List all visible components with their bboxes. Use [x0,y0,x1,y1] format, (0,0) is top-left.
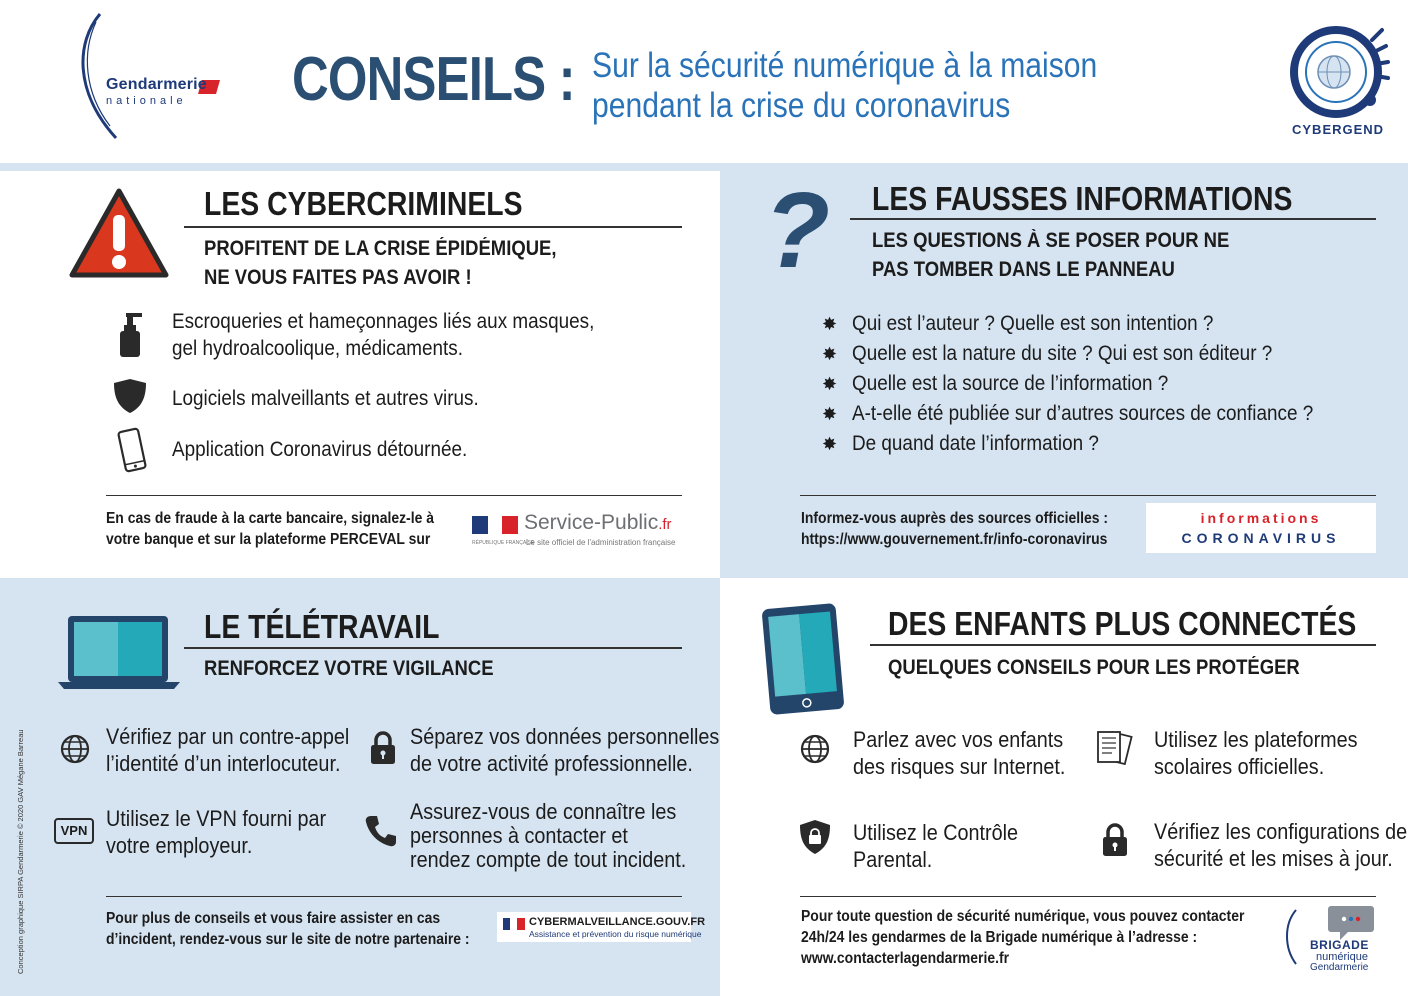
list-item: ✸ A-t-elle été publiée sur d’autres sources de confiance ? [822,399,1364,429]
tele-footer-line2: d’incident, rendez-vous sur le site de notre partenaire : [106,931,470,948]
cyber-footer-line2: votre banque et sur la plateforme PERCEVAL sur [106,531,431,548]
cyber-item-1 [172,308,594,362]
gendarmerie-logo-name: Gendarmerie [106,76,207,93]
section-teletravail [0,578,720,996]
section-subheading: RENFORCEZ VOTRE VIGILANCE [204,657,494,680]
info-coronavirus-badge[interactable] [1146,503,1376,553]
enfants-tip-2-line2: scolaires officielles. [1154,754,1325,779]
cyber-footer [106,508,434,550]
marianne-flag-icon [472,514,520,538]
tele-tip-1-line1: Vérifiez par un contre-appel [106,724,350,749]
cyber-footer-line1: En cas de fraude à la carte bancaire, signalez-le à [106,510,434,527]
cyber-item-1-line2: gel hydroalcoolique, médicaments. [172,337,464,360]
enfants-tip-4-line2: sécurité et les mises à jour. [1154,846,1393,871]
enfants-tip-4 [1154,818,1407,872]
cybermalveillance-name: CYBERMALVEILLANCE.GOUV.FR [529,916,706,928]
cyber-item-1-line1: Escroqueries et hameçonnages liés aux masques, [172,310,595,333]
subheading-line1: PROFITENT DE LA CRISE ÉPIDÉMIQUE, [204,237,557,260]
section-fausses-informations [720,171,1408,578]
enfants-tip-3-line2: Parental. [853,847,933,872]
list-item: ✸ Quelle est la source de l’information ? [822,369,1364,399]
padlock-icon [368,730,398,766]
section-subheading: QUELQUES CONSEILS POUR LES PROTÉGER [888,656,1300,679]
enfants-tip-4-line1: Vérifiez les configurations de [1154,819,1408,844]
credit-text: Conception graphique SIRPA Gendarmerie © 2020 GAV Mégane Barreau [16,729,25,974]
enfants-footer-link[interactable]: www.contacterlagendarmerie.fr [801,950,1010,967]
star-bullet-icon: ✸ [822,434,838,454]
section-cybercriminels [0,171,720,578]
section-heading: DES ENFANTS PLUS CONNECTÉS [888,605,1357,642]
tele-footer [106,908,470,950]
tele-footer-line1: Pour plus de conseils et vous faire assister en cas [106,910,441,927]
divider [184,226,682,228]
subtitle-line2: pendant la crise du coronavirus [592,86,1011,125]
service-public-name: Service-Public [524,511,659,534]
section-subheading [204,234,557,292]
enfants-tip-2-line1: Utilisez les plateformes [1154,727,1358,752]
divider [184,647,682,649]
service-public-wordmark [524,511,672,535]
tablet-icon [756,600,850,718]
warning-icon [68,187,170,279]
enfants-tip-1 [853,726,1065,780]
star-bullet-icon: ✸ [822,314,838,334]
tele-tip-2-line2: de votre activité professionnelle. [410,751,693,776]
shield-icon [112,377,148,415]
footer-divider [800,896,1376,897]
star-bullet-icon: ✸ [822,374,838,394]
documents-icon [1094,728,1136,772]
section-enfants [720,578,1408,996]
section-heading: LES FAUSSES INFORMATIONS [872,180,1293,217]
brigade-numerique-logo [1282,904,1382,974]
shield-lock-icon [798,818,832,856]
infos-footer-link[interactable]: https://www.gouvernement.fr/info-coronavirus [801,531,1108,548]
star-bullet-icon: ✸ [822,404,838,424]
section-subheading [872,226,1229,284]
tele-tip-4-line2: personnes à contacter et [410,823,628,848]
badge-top-text: informations [1200,510,1322,526]
tele-tip-4 [410,800,686,872]
questions-list [822,309,1364,459]
globe-icon [800,734,830,764]
tele-tip-4-line1: Assurez-vous de connaître les [410,799,677,824]
gendarmerie-logo-sub: nationale [106,95,187,107]
tele-tip-1-line2: l’identité d’un interlocuteur. [106,751,341,776]
question-mark-icon: ? [764,171,830,290]
header-band [0,163,1408,171]
service-public-logo[interactable] [470,505,680,553]
brigade-line2: numérique [1316,951,1368,963]
padlock-icon [1100,822,1130,858]
footer-divider [106,495,682,496]
enfants-footer-line1: Pour toute question de sécurité numérique, vous pouvez contacter [801,908,1245,925]
subheading-line2: PAS TOMBER DANS LE PANNEAU [872,258,1175,281]
star-bullet-icon: ✸ [822,344,838,364]
cybergend-logo-text: CYBERGEND [1292,122,1385,137]
brigade-line1: BRIGADE [1310,938,1369,952]
service-public-tagline: Le site officiel de l'administration française [526,538,676,547]
smartphone-icon [114,427,150,473]
tele-tip-4-line3: rendez compte de tout incident. [410,847,687,872]
tele-tip-3-line2: votre employeur. [106,833,253,858]
sanitizer-bottle-icon [116,311,146,359]
enfants-footer-line2: 24h/24 les gendarmes de la Brigade numérique à l’adresse : [801,929,1198,946]
flag-icon [503,918,525,930]
globe-icon [60,734,90,764]
enfants-footer [801,906,1244,969]
laptop-icon [56,614,182,690]
infos-footer-line1: Informez-vous auprès des sources officielles : [801,510,1108,527]
cyber-item-3: Application Coronavirus détournée. [172,438,468,461]
service-public-emblem: RÉPUBLIQUE FRANÇAISE [472,540,535,546]
tele-tip-2-line1: Séparez vos données personnelles [410,724,720,749]
divider [870,644,1376,646]
footer-divider [800,495,1376,496]
subheading-line2: NE VOUS FAITES PAS AVOIR ! [204,266,472,289]
vpn-icon: VPN [54,818,94,844]
enfants-tip-3-line1: Utilisez le Contrôle [853,820,1019,845]
tele-tip-2 [410,723,719,777]
cybermalveillance-logo[interactable] [497,912,706,942]
enfants-tip-1-line1: Parlez avec vos enfants [853,727,1064,752]
enfants-tip-3 [853,819,1018,873]
badge-bottom-text: CORONAVIRUS [1181,530,1341,546]
tele-tip-3 [106,805,326,859]
list-item: ✸ De quand date l’information ? [822,429,1364,459]
cyber-item-2: Logiciels malveillants et autres virus. [172,387,479,410]
enfants-tip-2 [1154,726,1358,780]
subtitle-line1: Sur la sécurité numérique à la maison [592,46,1098,85]
list-item: ✸ Qui est l’auteur ? Quelle est son intention ? [822,309,1364,339]
brigade-line3: Gendarmerie [1310,962,1369,973]
header [0,0,1408,163]
section-heading: LES CYBERCRIMINELS [204,185,523,222]
phone-icon [364,814,398,848]
service-public-suffix: .fr [658,516,672,533]
tele-tip-3-line1: Utilisez le VPN fourni par [106,806,327,831]
page-subtitle [592,46,1097,126]
list-item: ✸ Quelle est la nature du site ? Qui est son éditeur ? [822,339,1364,369]
divider [850,218,1376,220]
infos-footer [801,508,1108,550]
subheading-line1: LES QUESTIONS À SE POSER POUR NE [872,229,1230,252]
cybermalveillance-tagline: Assistance et prévention du risque numérique [529,929,702,939]
enfants-tip-1-line2: des risques sur Internet. [853,754,1066,779]
footer-divider [106,896,682,897]
section-heading: LE TÉLÉTRAVAIL [204,608,440,645]
page-title: CONSEILS : [292,45,575,114]
tele-tip-1 [106,723,349,777]
